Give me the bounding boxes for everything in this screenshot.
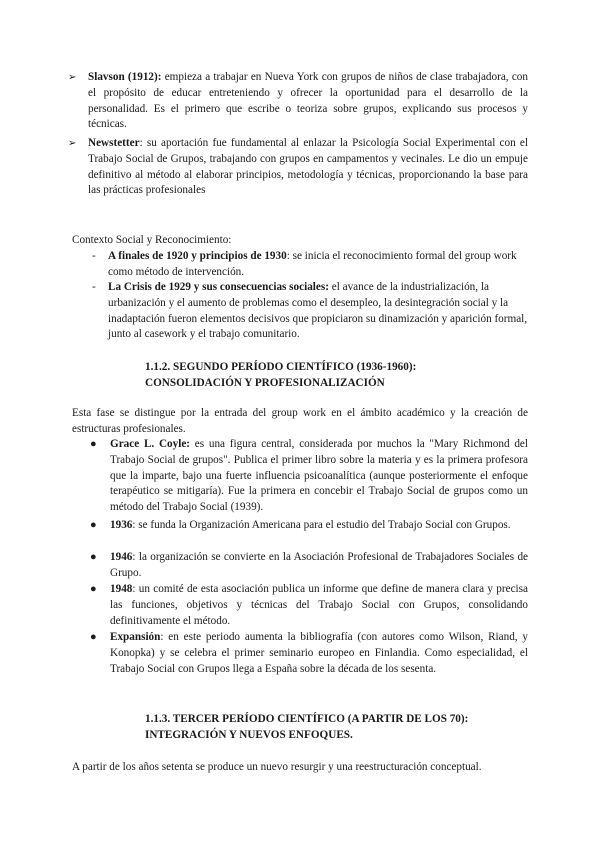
item-term: Expansión bbox=[110, 631, 161, 643]
item-term: A finales de 1920 y principios de 1930 bbox=[108, 250, 287, 262]
list-item-1936 bbox=[90, 518, 528, 534]
list-item-1948 bbox=[90, 582, 528, 629]
item-term: 1946 bbox=[110, 551, 133, 563]
item-text: : la organización se convierte en la Asociación Profesional de Trabajadores Sociales de Grupo. bbox=[110, 551, 528, 579]
section-intro-2: Esta fase se distingue por la entrada del group work en el ámbito académico y la creación de estructuras profesionales. bbox=[72, 407, 528, 435]
item-text: : un comité de esta asociación publica un informe que define de manera clara y precisa las funciones, objetivos y técnicas del Trabajo Social con Grupos, consolidando definitivamente el método. bbox=[110, 583, 528, 627]
item-term: La Crisis de 1929 y sus consecuencias sociales: bbox=[108, 281, 329, 293]
section-heading-1-1-2 bbox=[145, 360, 528, 392]
section-heading-1-1-3 bbox=[145, 712, 528, 744]
item-text: el avance de la industrialización, la urbanización y el aumento de problemas como el desempleo, la desintegración social y la inadaptación fueron elementos decisivos que propiciaron su dinamización y aparición formal, junto al casework y el trabajo comunitario. bbox=[108, 281, 528, 341]
list-item-grace-coyle bbox=[90, 437, 528, 516]
list-item-slavson bbox=[68, 70, 528, 133]
list-item-1946 bbox=[90, 550, 528, 582]
bullet-dot: ● bbox=[90, 583, 97, 595]
bullet-dot: ● bbox=[90, 631, 97, 643]
item-text: : se funda la Organización Americana para el estudio del Trabajo Social con Grupos. bbox=[132, 519, 511, 531]
bullet-dot: ● bbox=[90, 519, 97, 531]
dash-bullet: - bbox=[92, 281, 96, 293]
item-term: Grace L. Coyle: bbox=[110, 438, 191, 450]
bullet-dot: ● bbox=[90, 438, 97, 450]
heading-line-1: 1.1.3. TERCER PERÍODO CIENTÍFICO (A PARTIR DE LOS 70): bbox=[145, 713, 469, 725]
item-term: 1936 bbox=[110, 519, 133, 531]
item-term: 1948 bbox=[110, 583, 133, 595]
heading-line-2: INTEGRACIÓN Y NUEVOS ENFOQUES. bbox=[145, 728, 353, 741]
item-text: : en este periodo aumenta la bibliografía (con autores como Wilson, Riand, y Konopka) y se celebra el primer seminario europeo en Finlandia. Como especialidad, el Trabajo Social con Grupos llega a España sobre la década de los sesenta. bbox=[110, 631, 528, 675]
list-item-crisis-1929 bbox=[92, 280, 528, 343]
item-text: es una figura central, considerada por muchos la "Mary Richmond del Trabajo Social de grupos". Publica el primer libro sobre la materia y es la primera profesora que la imparte, bajo una fuerte influencia psicoanalítica (aunque posteriormente el enfoque terapéutico se mitigaría). Fue la primera en concebir el Trabajo Social de grupos como un método del Trabajo Social (1939). bbox=[110, 438, 528, 514]
heading-line-2: CONSOLIDACIÓN Y PROFESIONALIZACIÓN bbox=[145, 376, 385, 389]
item-text: empieza a trabajar en Nueva York con grupos de niños de clase trabajadora, con el propósito de educar entreteniendo y ofrecer la oportunidad para el desarrollo de la personalidad. Es el primero que escribe o teoriza sobre grupos, explicando sus procesos y técnicas. bbox=[88, 71, 528, 131]
item-text: : se inicia el reconocimiento formal del group work como método de intervención. bbox=[108, 250, 517, 278]
context-label: Contexto Social y Reconocimiento: bbox=[72, 234, 232, 246]
bullet-dot: ● bbox=[90, 551, 97, 563]
item-term: Newstetter bbox=[88, 137, 140, 149]
arrow-bullet-icon: ➢ bbox=[68, 72, 77, 83]
list-item-expansion bbox=[90, 630, 528, 677]
list-item-1920 bbox=[92, 249, 528, 281]
item-text: : su aportación fue fundamental al enlazar la Psicología Social Experimental con el Trabajo Social de Grupos, trabajando con grupos en campamentos y vecinales. Le dio un empuje definitivo al método al elaborar principios, metodología y técnicas, proporcionando la base para las prácticas profesionales bbox=[88, 137, 528, 197]
arrow-bullet-icon: ➢ bbox=[68, 138, 77, 149]
dash-bullet: - bbox=[92, 250, 96, 262]
list-item-newstetter bbox=[68, 136, 528, 199]
section-intro-3: A partir de los años setenta se produce un nuevo resurgir y una reestructuración conceptual. bbox=[72, 761, 482, 773]
item-term: Slavson (1912): bbox=[88, 71, 162, 83]
heading-line-1: 1.1.2. SEGUNDO PERÍODO CIENTÍFICO (1936-1960): bbox=[145, 361, 417, 373]
